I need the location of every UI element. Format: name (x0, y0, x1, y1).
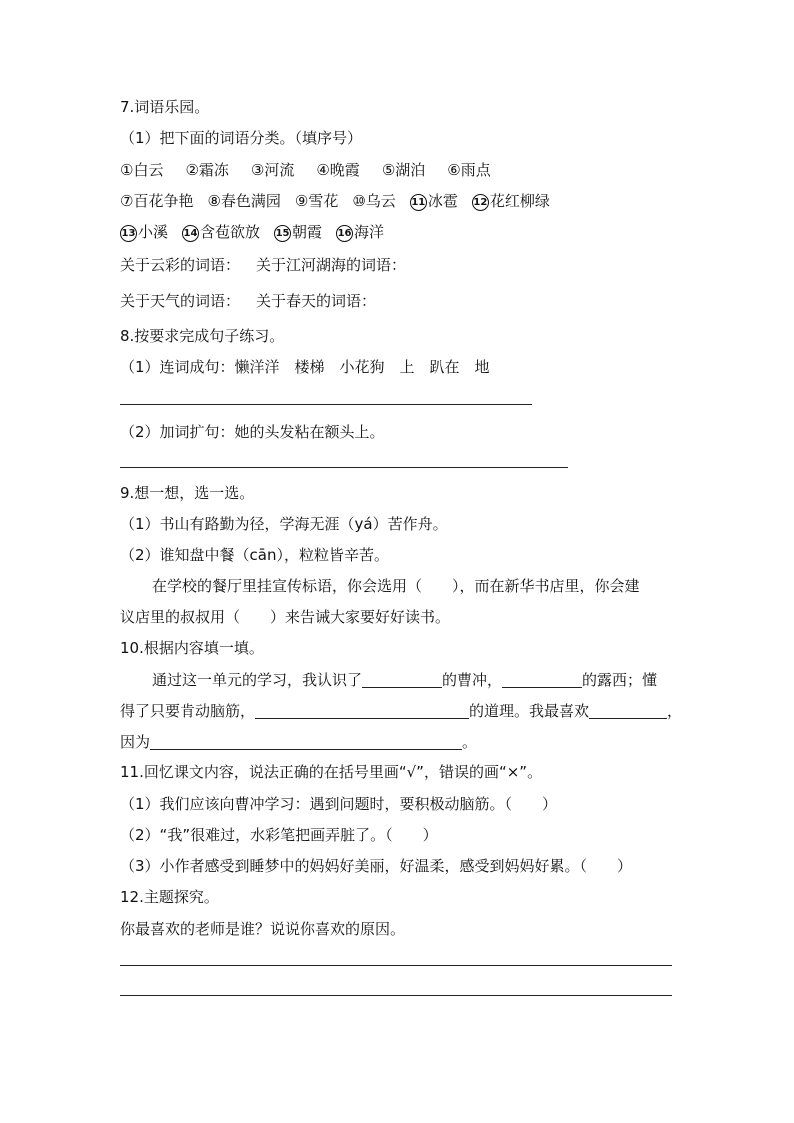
word-item: ④晚霞 (316, 161, 360, 179)
q8-item-1: （1）连词成句：懒洋洋 楼梯 小花狗 上 趴在 地 (120, 358, 490, 376)
word-item: 15 朝霞 (275, 223, 323, 241)
category-label-spring: 关于春天的词语： (256, 292, 377, 310)
q7-instruction: （1）把下面的词语分类。（填序号） (120, 129, 363, 147)
word-item: ⑧春色满园 (207, 192, 281, 210)
word-item: 16 海洋 (337, 223, 385, 241)
q12-prompt: 你最喜欢的老师是谁？说说你喜欢的原因。 (120, 920, 406, 938)
word-item: ①白云 (120, 161, 164, 179)
q10-title: 10.根据内容填一填。 (120, 639, 264, 657)
q10-line-1: 通过这一单元的学习，我认识了 的曹冲， 的露西；懂 (152, 671, 658, 689)
q9-option-2: （2）谁知盘中餐（cān），粒粒皆辛苦。 (120, 546, 389, 564)
fill-blank[interactable] (255, 702, 469, 719)
q7-word-row-2 (120, 191, 564, 211)
fill-blank[interactable] (502, 671, 582, 688)
word-item: 14 含苞欲放 (183, 223, 261, 241)
q9-question-line-1: 在学校的餐厅里挂宣传标语，你会选用（ ），而在新华书店里，你会建 (152, 577, 640, 595)
word-item: ⑦百花争艳 (120, 192, 194, 210)
q11-statement-1: （1）我们应该向曹冲学习：遇到问题时，要积极动脑筋。（ ） (120, 795, 558, 813)
q8-title: 8.按要求完成句子练习。 (120, 327, 285, 345)
word-item: ⑨雪花 (294, 192, 339, 210)
category-label-weather: 关于天气的词语： (120, 292, 241, 310)
q11-statement-3: （3）小作者感受到睡梦中的妈妈好美丽，好温柔，感受到妈妈好累。（ ） (120, 857, 633, 875)
answer-line[interactable] (120, 467, 568, 468)
q7-category-row-2 (120, 291, 376, 311)
answer-line[interactable] (120, 965, 672, 966)
q9-question-line-2: 议店里的叔叔用（ ）来告诫大家要好好读书。 (120, 608, 451, 626)
q10-line-3: 因为 。 (120, 733, 478, 751)
q12-title: 12.主题探究。 (120, 888, 219, 906)
q7-word-row-3 (120, 222, 398, 242)
q9-option-1: （1）书山有路勤为径，学海无涯（yá）苦作舟。 (120, 515, 448, 533)
fill-blank[interactable] (362, 671, 442, 688)
q11-statement-2: （2）“我”很难过，水彩笔把画弄脏了。（ ） (120, 826, 438, 844)
word-item: 13 小溪 (121, 223, 169, 241)
fill-blank[interactable] (589, 702, 667, 719)
fill-blank[interactable] (150, 733, 462, 750)
word-item: 11 冰雹 (411, 192, 458, 210)
q7-title: 7.词语乐园。 (120, 98, 210, 116)
word-item: 12 花红柳绿 (473, 192, 550, 210)
category-label-clouds: 关于云彩的词语： (120, 256, 241, 274)
circled-number: 12 (472, 194, 489, 211)
q11-title: 11.回忆课文内容，说法正确的在括号里画“√”，错误的画“×”。 (120, 763, 543, 781)
answer-line[interactable] (120, 995, 672, 996)
q9-title: 9.想一想，选一选。 (120, 484, 255, 502)
q10-line-2: 得了只要肯动脑筋， 的道理。我最喜欢 ， (120, 702, 683, 720)
circled-number: 15 (274, 225, 291, 242)
q8-item-2: （2）加词扩句：她的头发粘在额头上。 (120, 423, 385, 441)
word-item: ③河流 (250, 161, 295, 179)
word-item: ⑤湖泊 (381, 161, 426, 179)
q7-word-row-1 (120, 160, 513, 180)
category-label-waters: 关于江河湖海的词语： (256, 256, 407, 274)
word-item: ⑥雨点 (447, 161, 491, 179)
circled-number: 11 (410, 194, 427, 211)
q7-category-row-1 (120, 255, 406, 275)
circled-number: 16 (336, 225, 353, 242)
word-item: ⑩乌云 (352, 192, 396, 210)
answer-line[interactable] (120, 404, 532, 405)
circled-number: 13 (120, 225, 137, 242)
word-item: ②霜冻 (185, 161, 229, 179)
circled-number: 14 (182, 225, 199, 242)
